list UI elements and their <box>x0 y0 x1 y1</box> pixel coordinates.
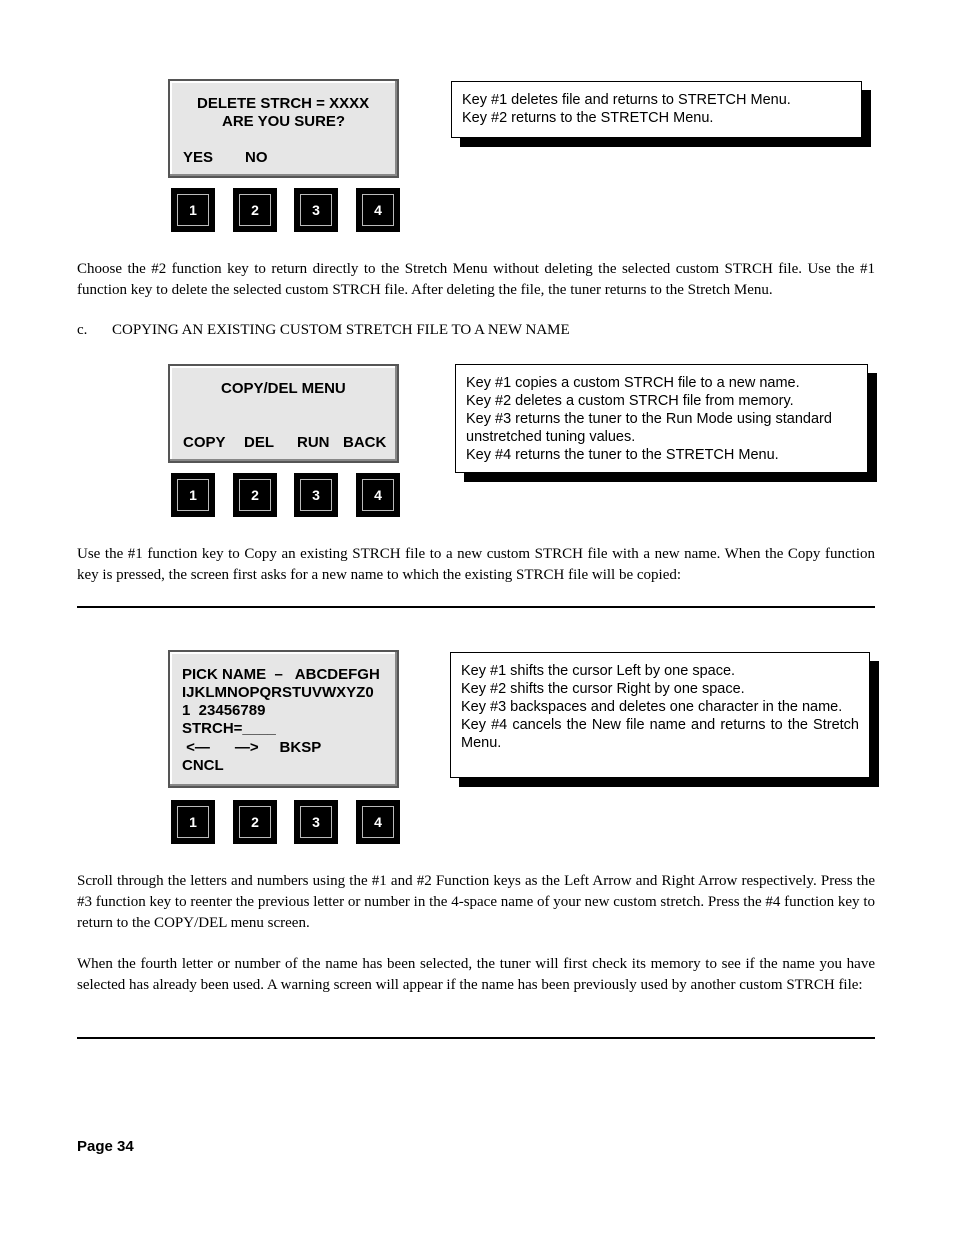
lcd-line: PICK NAME – ABCDEFGH <box>182 666 380 683</box>
lcd-line: IJKLMNOPQRSTUVWXYZ0 <box>182 684 374 701</box>
callout-line: Key #1 shifts the cursor Left by one space. <box>461 663 736 679</box>
lcd-option-yes: YES <box>183 149 214 166</box>
callout-line: Key #1 deletes file and returns to STRETCH Menu. <box>462 92 791 108</box>
section-heading <box>77 322 570 339</box>
callout-line: Key #3 returns the tuner to the Run Mode using standard unstretched tuning values. <box>466 411 832 445</box>
divider <box>77 606 875 608</box>
function-key-4[interactable]: 4 <box>357 474 399 516</box>
paragraph: When the fourth letter or number of the name has been selected, the tuner will first check its memory to see if the name you have selected has already been used. A warning screen will appear if the name has been previously used by another custom STRCH file: <box>77 956 875 993</box>
callout-line: Key #2 shifts the cursor Right by one space. <box>461 681 745 697</box>
function-key-2[interactable]: 2 <box>234 474 276 516</box>
callout-line: Key #1 copies a custom STRCH file to a new name. <box>466 375 800 391</box>
function-key-2[interactable]: 2 <box>234 189 276 231</box>
callout-line: Key #4 returns the tuner to the STRETCH Menu. <box>466 447 779 463</box>
function-key-2[interactable]: 2 <box>234 801 276 843</box>
lcd-line: 1 23456789 <box>182 702 266 719</box>
callout-line: Key #3 backspaces and deletes one character in the name. <box>461 699 843 715</box>
callout-pick-name <box>450 652 870 778</box>
lcd-line: <— —> BKSP <box>182 739 322 756</box>
lcd-option-run: RUN <box>297 434 330 451</box>
lcd-line: DELETE STRCH = XXXX <box>197 95 370 112</box>
function-keys <box>172 189 402 235</box>
lcd-option-copy: COPY <box>183 434 226 451</box>
section-title: COPYING AN EXISTING CUSTOM STRETCH FILE TO A NEW NAME <box>112 322 570 338</box>
lcd-screen-pick-name <box>168 650 399 788</box>
lcd-line: CNCL <box>182 757 224 774</box>
lcd-line: STRCH=____ <box>182 720 276 737</box>
function-key-1[interactable]: 1 <box>172 474 214 516</box>
page-number: Page 34 <box>77 1138 134 1155</box>
lcd-option-back: BACK <box>343 434 387 451</box>
function-keys <box>172 474 402 520</box>
callout-line: Key #2 returns to the STRETCH Menu. <box>462 110 714 126</box>
callout-line: Key #2 deletes a custom STRCH file from memory. <box>466 393 794 409</box>
paragraph: Use the #1 function key to Copy an existing STRCH file to a new custom STRCH file with a new name. When the Copy function key is pressed, the screen first asks for a new name to which the existing STRCH file will be copied: <box>77 546 875 583</box>
lcd-line: ARE YOU SURE? <box>222 113 346 130</box>
lcd-option-no: NO <box>245 149 268 166</box>
divider <box>77 1037 875 1039</box>
callout-line: Key #4 cancels the New file name and returns to the Stretch Menu. <box>461 717 859 751</box>
function-key-4[interactable]: 4 <box>357 189 399 231</box>
lcd-screen-delete <box>168 79 399 178</box>
lcd-option-del: DEL <box>244 434 274 451</box>
function-keys <box>172 801 402 847</box>
paragraph: Scroll through the letters and numbers using the #1 and #2 Function keys as the Left Arrow and Right Arrow respectively. Press the #3 function key to reenter the previous letter or number in the 4-space name of your new custom stretch. Press the #4 function key to return to the COPY/DEL menu screen. <box>77 873 875 931</box>
callout-delete <box>451 81 862 138</box>
section-label: c. <box>77 322 88 338</box>
function-key-1[interactable]: 1 <box>172 801 214 843</box>
lcd-screen-copy-del <box>168 364 399 463</box>
function-key-1[interactable]: 1 <box>172 189 214 231</box>
function-key-3[interactable]: 3 <box>295 801 337 843</box>
function-key-3[interactable]: 3 <box>295 474 337 516</box>
lcd-title: COPY/DEL MENU <box>221 380 346 397</box>
function-key-4[interactable]: 4 <box>357 801 399 843</box>
function-key-3[interactable]: 3 <box>295 189 337 231</box>
paragraph: Choose the #2 function key to return directly to the Stretch Menu without deleting the selected custom STRCH file. Use the #1 function key to delete the selected custom STRCH file. After deleting the file, the tuner returns to the Stretch Menu. <box>77 261 875 298</box>
callout-copy-del <box>455 364 868 473</box>
